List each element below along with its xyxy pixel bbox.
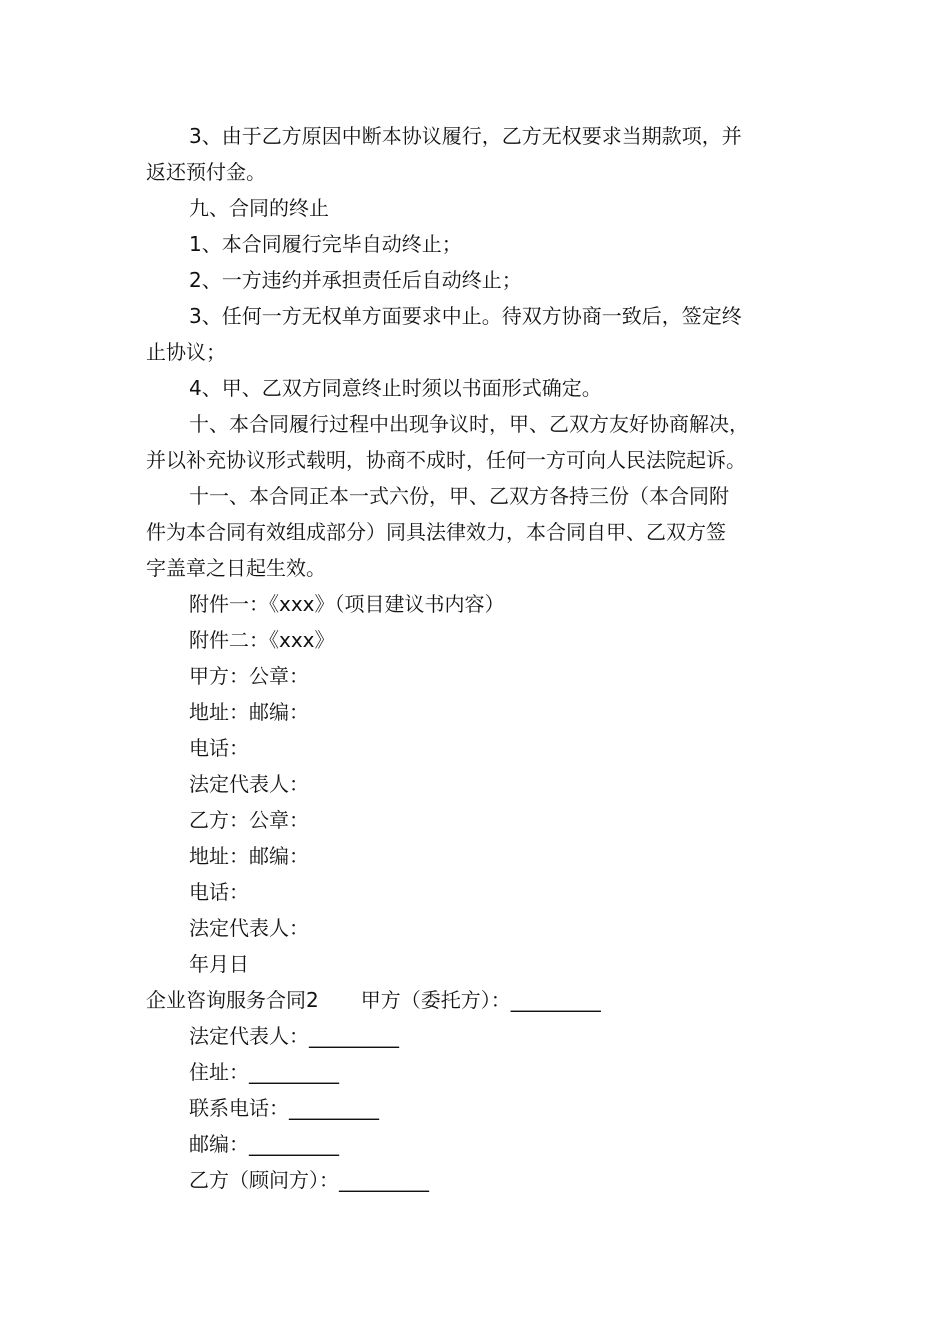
- paragraph-line: 止协议；: [146, 340, 226, 364]
- attachment-line: 附件二：《xxx》: [189, 628, 335, 652]
- paragraph-line: 并以补充协议形式载明，协商不成时，任何一方可向人民法院起诉。: [146, 448, 746, 472]
- form-field-line: 邮编：_________: [189, 1132, 339, 1156]
- contract-title-line: [146, 982, 808, 1018]
- paragraph-line: 4、甲、乙双方同意终止时须以书面形式确定。: [189, 376, 602, 400]
- date-field: 年月日: [189, 952, 249, 976]
- paragraph-line: 3、任何一方无权单方面要求中止。待双方协商一致后，签定终: [189, 304, 742, 328]
- paragraph-line: 返还预付金。: [146, 160, 266, 184]
- form-field-line: 法定代表人：_________: [189, 1024, 399, 1048]
- document-body: [146, 118, 808, 1198]
- form-field-line: 乙方（顾问方）：_________: [189, 1168, 429, 1192]
- paragraph-line: 3、由于乙方原因中断本协议履行，乙方无权要求当期款项，并: [189, 124, 742, 148]
- party-a-field: 甲方（委托方）：_________: [360, 988, 601, 1012]
- signature-field: 甲方：公章：: [189, 664, 309, 688]
- paragraph-line: 件为本合同有效组成部分）同具法律效力，本合同自甲、乙双方签: [146, 520, 726, 544]
- form-field-line: 住址：_________: [189, 1060, 339, 1084]
- paragraph-line: 2、一方违约并承担责任后自动终止；: [189, 268, 522, 292]
- signature-field: 电话：: [189, 736, 249, 760]
- signature-field: 地址：邮编：: [189, 844, 309, 868]
- signature-field: 乙方：公章：: [189, 808, 309, 832]
- contract-title: 企业咨询服务合同2: [146, 988, 319, 1012]
- signature-field: 法定代表人：: [189, 772, 309, 796]
- signature-field: 法定代表人：: [189, 916, 309, 940]
- section-heading-termination: 九、合同的终止: [189, 196, 329, 220]
- paragraph-line: 十、本合同履行过程中出现争议时，甲、乙双方友好协商解决，: [189, 412, 749, 436]
- form-field-line: 联系电话：_________: [189, 1096, 379, 1120]
- paragraph-line: 字盖章之日起生效。: [146, 556, 326, 580]
- signature-field: 电话：: [189, 880, 249, 904]
- paragraph-line: 十一、本合同正本一式六份，甲、乙双方各持三份（本合同附: [189, 484, 729, 508]
- paragraph-line: 1、本合同履行完毕自动终止；: [189, 232, 462, 256]
- attachment-line: 附件一：《xxx》（项目建议书内容）: [189, 592, 505, 616]
- signature-field: 地址：邮编：: [189, 700, 309, 724]
